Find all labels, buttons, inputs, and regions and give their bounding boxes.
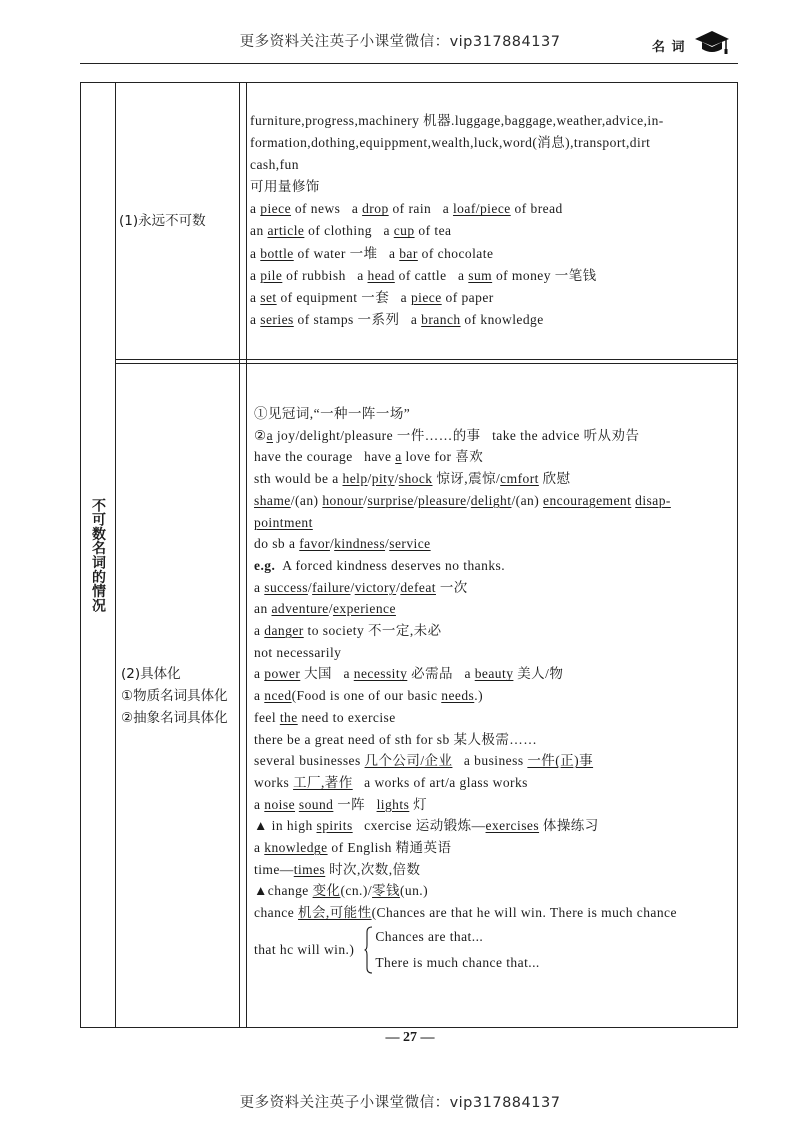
footer-promo-text: 更多资料关注英子小课堂微信：vip317884137	[239, 1095, 561, 1111]
content-line	[250, 132, 736, 154]
text-segment: sth would be a	[254, 471, 343, 487]
underlined-term: needs	[441, 688, 475, 704]
brace-note	[254, 924, 736, 976]
content-line	[254, 663, 736, 685]
text-segment: /(an)	[511, 492, 544, 508]
underlined-term: piece	[260, 201, 292, 217]
text-segment: (un.)	[399, 883, 429, 899]
section-title: 名 词	[652, 40, 686, 55]
curly-brace-icon	[364, 926, 373, 974]
text-segment: a	[254, 623, 265, 639]
content-line	[254, 425, 736, 447]
content-line	[254, 403, 736, 425]
row-content-always-uncountable	[249, 83, 736, 359]
underlined-term: sound	[298, 796, 334, 812]
text-segment: ▲ in high	[254, 818, 317, 834]
underlined-term: failure	[312, 579, 351, 595]
content-line	[254, 555, 736, 577]
content-line	[254, 815, 736, 837]
content-line	[254, 598, 736, 620]
underlined-term: pile	[260, 267, 283, 283]
content-line	[254, 468, 736, 490]
underlined-term: series	[260, 311, 294, 327]
text-segment: 惊讶,震惊/	[432, 471, 501, 487]
text-segment: /	[466, 492, 471, 508]
text-segment: 大国 a	[300, 666, 354, 682]
underlined-term: piece	[410, 289, 442, 305]
underlined-term: honour	[322, 492, 364, 508]
underlined-term: kindness	[334, 536, 386, 552]
underlined-term: 零钱	[372, 883, 400, 899]
text-segment: a	[250, 201, 261, 217]
underlined-term: exercises	[485, 818, 540, 834]
content-line	[250, 110, 736, 132]
text-segment: of cattle a	[394, 267, 469, 283]
text-segment: .)	[474, 688, 484, 704]
underlined-term: success	[264, 579, 308, 595]
text-segment: to society 不一定,未必	[303, 623, 442, 639]
text-segment: 一阵	[333, 796, 377, 812]
underlined-term: experience	[332, 601, 396, 617]
text-segment: an	[254, 601, 272, 617]
content-line	[254, 729, 736, 751]
text-segment: /	[350, 579, 355, 595]
text-segment: a	[254, 579, 265, 595]
content-line	[250, 287, 736, 309]
content-line	[254, 880, 736, 902]
text-segment: of paper	[441, 289, 494, 305]
content-line	[254, 577, 736, 599]
underlined-term: set	[260, 289, 277, 305]
text-segment: /	[329, 536, 335, 552]
underlined-term: noise	[264, 796, 296, 812]
text-segment: love for 喜欢	[401, 449, 484, 465]
text-segment: of knowledge	[460, 311, 544, 327]
content-line	[254, 533, 736, 555]
text-segment: of rubbish a	[282, 267, 368, 283]
row-label-text: (1)永远不可数	[119, 213, 206, 229]
content-line	[254, 707, 736, 729]
text-segment: of English 精通英语	[327, 840, 452, 856]
content-line	[250, 243, 736, 265]
text-segment: joy/delight/pleasure 一件……的事 take the advice 听从劝告	[273, 427, 640, 443]
text-segment: time—	[254, 861, 294, 877]
underlined-term: necessity	[353, 666, 408, 682]
row-label-concretization	[117, 364, 239, 1027]
text-segment: of bread	[510, 201, 563, 217]
row-label-text: ①物质名词具体化	[121, 687, 228, 704]
side-label-cell	[81, 83, 116, 1027]
content-line	[250, 154, 736, 176]
underlined-term: branch	[421, 311, 461, 327]
graduation-cap-icon	[693, 28, 731, 56]
text-segment: cxercise 运动锻炼—	[352, 818, 486, 834]
underlined-term: danger	[264, 623, 304, 639]
text-segment: 美人/物	[513, 666, 564, 682]
underlined-term: nced	[264, 688, 292, 704]
underlined-term: a	[266, 427, 274, 443]
content-line	[250, 198, 736, 220]
content-line	[254, 794, 736, 816]
underlined-term: times	[293, 861, 326, 877]
underlined-term: 机会,可能性	[298, 905, 372, 921]
underlined-term: help	[342, 471, 368, 487]
text-segment: a	[250, 311, 261, 327]
underlined-term: bottle	[260, 245, 294, 261]
content-line	[254, 642, 736, 664]
text-segment: /	[328, 601, 333, 617]
example-marker: e.g.	[254, 557, 276, 573]
underlined-term: 变化	[312, 883, 341, 899]
text-segment: ①见冠词,“一种一阵一场”	[254, 406, 411, 421]
text-segment: /	[394, 471, 399, 487]
text-segment: 必需品 a	[407, 666, 475, 682]
underlined-term: lights	[376, 796, 410, 812]
brace-lead-text: that hc will win.)	[254, 941, 355, 957]
text-segment: (cn.)/	[340, 883, 373, 899]
text-segment: A forced kindness deserves no thanks.	[275, 557, 506, 573]
header-rule	[80, 63, 738, 64]
text-segment: 体操练习	[539, 818, 599, 834]
underlined-term: pity	[371, 471, 395, 487]
header-promo-text: 更多资料关注英子小课堂微信：vip317884137	[239, 34, 561, 50]
text-segment: a	[250, 267, 261, 283]
text-segment: of stamps 一系列 a	[293, 311, 422, 327]
text-segment: a	[254, 840, 265, 856]
text-segment: chance	[254, 905, 298, 921]
underlined-term: spirits	[316, 818, 353, 834]
underlined-term: favor	[299, 536, 330, 552]
text-segment: feel	[254, 709, 280, 725]
text-segment: of chocolate	[417, 245, 494, 261]
underlined-term: cmfort	[500, 471, 539, 487]
content-lines	[254, 403, 736, 924]
underlined-term: pointment	[254, 514, 313, 530]
underlined-term: loaf/piece	[452, 201, 511, 217]
text-segment: of news a	[291, 201, 363, 217]
text-segment: 灯	[409, 796, 428, 812]
text-segment: ▲change	[254, 883, 313, 899]
text-segment: cash,fun	[250, 157, 299, 173]
underlined-term: pleasure	[418, 492, 467, 508]
text-segment: /	[413, 492, 419, 508]
text-segment: of rain a	[388, 201, 453, 217]
text-segment: 一次	[436, 579, 468, 595]
underlined-term: encouragement	[543, 492, 632, 508]
text-segment: (Chances are that he will win. There is much chance	[371, 905, 677, 921]
content-line	[250, 220, 736, 242]
brace-options	[375, 924, 539, 976]
content-line	[254, 859, 736, 881]
row-content-concretization	[249, 364, 736, 1027]
text-segment: not necessarily	[254, 644, 342, 660]
underlined-term: adventure	[271, 601, 329, 617]
text-segment: a	[254, 796, 265, 812]
content-line	[254, 490, 736, 512]
text-segment: 时次,次数,倍数	[325, 861, 421, 877]
text-segment: of money 一笔钱	[492, 267, 597, 283]
text-segment: formation,dothing,equippment,wealth,luck,word(消息),transport,dirt	[250, 135, 651, 151]
content-line	[254, 446, 736, 468]
noun-table	[80, 82, 738, 1028]
content-line	[254, 685, 736, 707]
underlined-term: shame	[254, 492, 291, 508]
side-label: 不可数名词的情况	[90, 497, 106, 613]
text-segment: a	[254, 688, 265, 704]
text-segment: a business	[452, 753, 528, 769]
underlined-term: head	[367, 267, 395, 283]
underlined-term: victory	[354, 579, 397, 595]
content-line	[254, 512, 736, 534]
underlined-term: 工厂,著作	[293, 774, 353, 790]
text-segment: do sb a	[254, 536, 300, 552]
underlined-term: bar	[399, 245, 418, 261]
column-divider	[239, 83, 247, 1027]
text-segment: of tea	[414, 223, 452, 239]
content-line	[254, 620, 736, 642]
text-segment: of equipment 一套 a	[276, 289, 411, 305]
underlined-term: surprise	[367, 492, 414, 508]
content-line	[254, 772, 736, 794]
text-segment: ②	[254, 427, 267, 443]
brace-option: There is much chance that...	[375, 954, 540, 970]
underlined-term: service	[389, 536, 431, 552]
text-segment: /	[363, 492, 368, 508]
text-segment: several businesses	[254, 753, 365, 769]
text-segment: a	[250, 245, 261, 261]
brace-option: Chances are that...	[375, 928, 484, 944]
underlined-term: 一件(正)事	[527, 753, 594, 769]
text-segment: /	[396, 579, 401, 595]
underlined-term: delight	[470, 492, 512, 508]
row-label-text: ②抽象名词具体化	[121, 709, 228, 726]
underlined-term: a	[395, 449, 402, 465]
text-segment: (Food is one of our basic	[291, 688, 442, 704]
underlined-term: cup	[393, 223, 415, 239]
underlined-term: drop	[362, 201, 389, 217]
underlined-term: beauty	[474, 666, 514, 682]
underlined-term: article	[267, 223, 305, 239]
text-segment: a	[250, 289, 261, 305]
underlined-term: power	[264, 666, 301, 682]
text-segment: /	[307, 579, 313, 595]
text-segment: 可用量修饰	[250, 179, 320, 195]
text-segment: an	[250, 223, 268, 239]
text-segment: a	[254, 666, 265, 682]
underlined-term: the	[279, 709, 298, 725]
content-line	[250, 265, 736, 287]
content-line	[250, 176, 736, 198]
content-line	[254, 902, 736, 924]
text-segment: of clothing a	[304, 223, 394, 239]
row-label-always-uncountable	[117, 83, 239, 359]
underlined-term: 几个公司/企业	[364, 753, 453, 769]
content-line	[254, 837, 736, 859]
text-segment: works	[254, 774, 294, 790]
underlined-term: defeat	[400, 579, 436, 595]
underlined-term: knowledge	[264, 840, 328, 856]
text-segment: furniture,progress,machinery 机器.luggage,baggage,weather,advice,in-	[250, 113, 664, 128]
text-segment: /(an)	[290, 492, 323, 508]
content-line	[254, 750, 736, 772]
text-segment: a works of art/a glass works	[352, 774, 528, 790]
text-segment: need to exercise	[297, 709, 396, 725]
underlined-term: disap-	[635, 492, 671, 508]
underlined-term: shock	[398, 471, 433, 487]
text-segment: 欣慰	[538, 471, 571, 487]
row-label-text: (2)具体化	[121, 665, 181, 682]
content-line	[250, 309, 736, 331]
underlined-term: sum	[468, 267, 493, 283]
text-segment: of water 一堆 a	[293, 245, 400, 261]
page-number: — 27 —	[385, 1030, 435, 1045]
text-segment: /	[385, 536, 390, 552]
text-segment: have the courage have	[254, 449, 396, 465]
text-segment: /	[367, 471, 372, 487]
text-segment: there be a great need of sth for sb 某人极需……	[254, 731, 538, 747]
